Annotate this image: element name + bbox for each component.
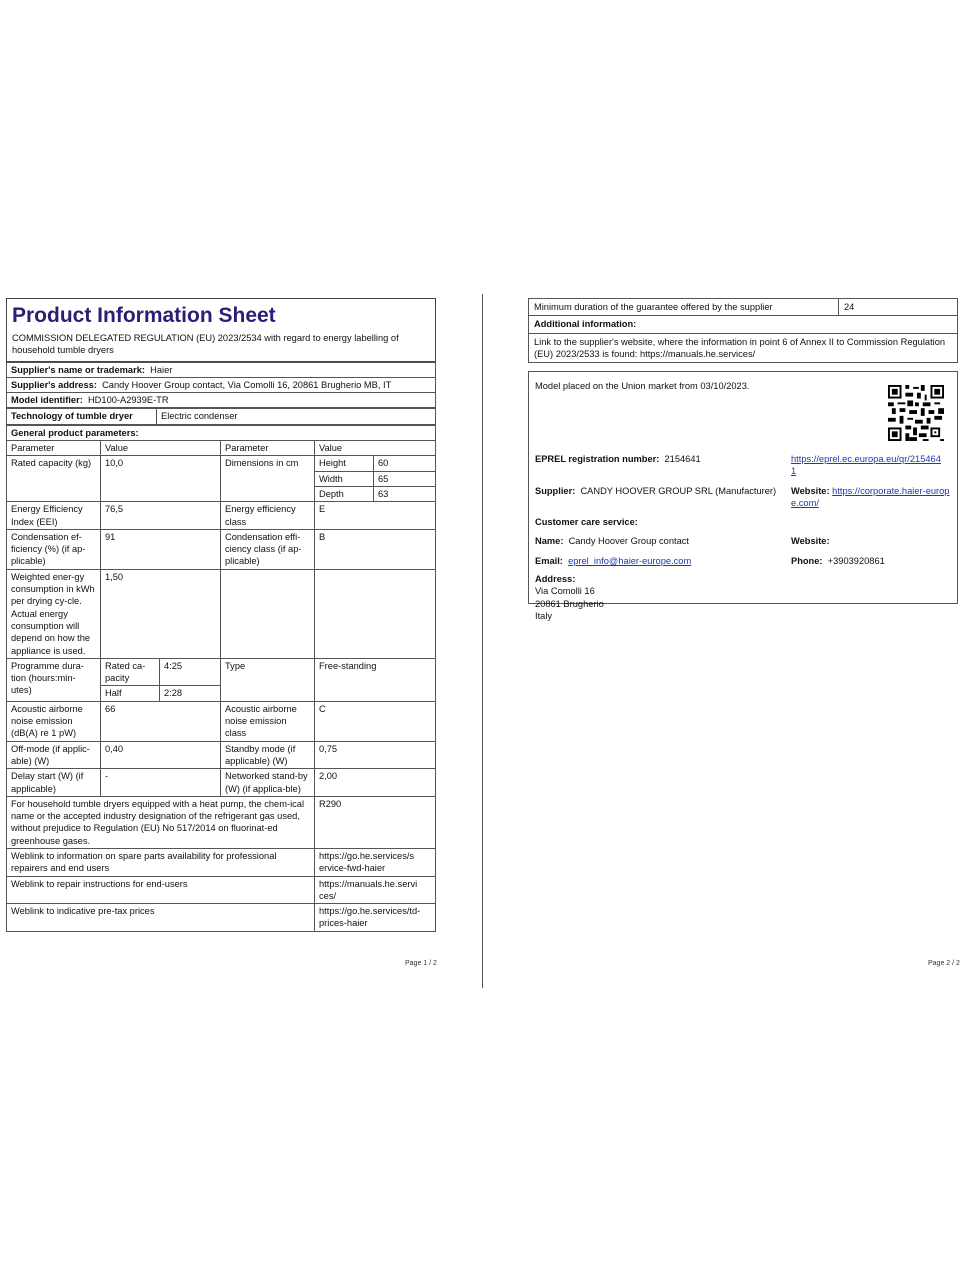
supplier-value: CANDY HOOVER GROUP SRL (Manufacturer) bbox=[580, 486, 777, 497]
noise-class-label: Acoustic airborne noise emission class bbox=[221, 701, 315, 741]
phone-label: Phone: bbox=[791, 556, 823, 567]
programme-rated-label: Rated ca-pacity bbox=[101, 658, 160, 686]
standby-label: Standby mode (if applicable) (W) bbox=[221, 741, 315, 769]
energy-consumption-empty-1 bbox=[221, 569, 315, 658]
programme-half-label: Half bbox=[101, 686, 160, 701]
condensation-label: Condensation ef-ficiency (%) (if ap-plicable) bbox=[7, 529, 101, 569]
supplier-label: Supplier: bbox=[535, 486, 576, 497]
eei-class-value: E bbox=[315, 502, 436, 530]
care-name-label: Name: bbox=[535, 536, 564, 547]
website-row bbox=[791, 485, 956, 510]
refrigerant-label: For household tumble dryers equipped with a heat pump, the chem-ical name or the accepted industry designation of the refrigerant gas used, without prejudice to Regulation (EU) No 517/2014 on fluorinat-ed greenhouse gases. bbox=[7, 796, 315, 848]
programme-rated-value: 4:25 bbox=[160, 658, 221, 686]
col-param-2: Parameter bbox=[221, 441, 315, 456]
model-label: Model identifier: bbox=[11, 395, 83, 406]
supplier-address-value: Candy Hoover Group contact, Via Comolli 16, 20861 Brugherio MB, IT bbox=[102, 379, 392, 390]
phone-value: +3903920861 bbox=[827, 556, 885, 567]
networked-label: Networked stand-by (W) (if applica-ble) bbox=[221, 769, 315, 797]
spare-parts-label: Weblink to information on spare parts availability for professional repairers and end users bbox=[7, 848, 315, 876]
address-block bbox=[535, 573, 604, 622]
condensation-class-label: Condensation effi-ciency class (if ap-plicable) bbox=[221, 529, 315, 569]
eprel-link[interactable]: https://eprel.ec.europa.eu/qr/2154641 bbox=[791, 454, 941, 477]
rated-capacity-value: 10,0 bbox=[101, 456, 221, 502]
height-label: Height bbox=[315, 456, 374, 471]
energy-consumption-label: Weighted ener-gy consumption in kWh per drying cy-cle. Actual energy consumption will depend on how the appliance is used. bbox=[7, 569, 101, 658]
guarantee-value: 24 bbox=[839, 299, 958, 316]
col-value-2: Value bbox=[315, 441, 436, 456]
prices-label: Weblink to indicative pre-tax prices bbox=[7, 904, 315, 932]
width-value: 65 bbox=[374, 471, 436, 486]
general-table bbox=[6, 425, 436, 932]
refrigerant-value: R290 bbox=[315, 796, 436, 848]
condensation-class-value: B bbox=[315, 529, 436, 569]
depth-label: Depth bbox=[315, 486, 374, 501]
email-link[interactable]: eprel_info@haier-europe.com bbox=[568, 556, 692, 567]
col-value-1: Value bbox=[101, 441, 221, 456]
address-label: Address: bbox=[535, 574, 576, 585]
eprel-label: EPREL registration number: bbox=[535, 454, 660, 465]
supplier-name-value: Haier bbox=[150, 364, 173, 375]
programme-label: Programme dura-tion (hours:min-utes) bbox=[7, 658, 101, 701]
eei-class-label: Energy efficiency class bbox=[221, 502, 315, 530]
technology-value: Electric condenser bbox=[157, 409, 436, 424]
standby-value: 0,75 bbox=[315, 741, 436, 769]
care-label: Customer care service: bbox=[535, 517, 638, 528]
additional-label: Additional information: bbox=[529, 316, 958, 333]
address-line-1: Via Comolli 16 bbox=[535, 586, 595, 597]
delay-value: - bbox=[101, 769, 221, 797]
eei-label: Energy Efficiency Index (EEI) bbox=[7, 502, 101, 530]
supplier-row bbox=[535, 485, 776, 497]
dimensions-label: Dimensions in cm bbox=[221, 456, 315, 502]
condensation-value: 91 bbox=[101, 529, 221, 569]
depth-value: 63 bbox=[374, 486, 436, 501]
spare-parts-link[interactable]: https://go.he.services/s ervice-fwd-haier bbox=[315, 848, 436, 876]
prices-link[interactable]: https://go.he.services/td-prices-haier bbox=[315, 904, 436, 932]
supplier-table bbox=[6, 362, 436, 409]
supplier-name-row bbox=[7, 362, 436, 377]
care-website-label: Website: bbox=[791, 536, 830, 547]
delay-label: Delay start (W) (if applicable) bbox=[7, 769, 101, 797]
page-2-footer: Page 2 / 2 bbox=[928, 960, 960, 967]
repair-link[interactable]: https://manuals.he.servi ces/ bbox=[315, 876, 436, 904]
energy-consumption-empty-2 bbox=[315, 569, 436, 658]
col-param-1: Parameter bbox=[7, 441, 101, 456]
supplier-address-row bbox=[7, 377, 436, 392]
page-divider bbox=[482, 294, 483, 988]
programme-half-value: 2:28 bbox=[160, 686, 221, 701]
title-box bbox=[6, 298, 436, 362]
supplier-link-text: Link to the supplier's website, where the information in point 6 of Annex II to Commission Regulation (EU) 2023/2533 is found: https://manuals.he.services/ bbox=[529, 333, 958, 363]
noise-value: 66 bbox=[101, 701, 221, 741]
phone-row bbox=[791, 555, 885, 567]
eprel-box bbox=[528, 371, 958, 622]
height-value: 60 bbox=[374, 456, 436, 471]
width-label: Width bbox=[315, 471, 374, 486]
care-name-value: Candy Hoover Group contact bbox=[568, 536, 689, 547]
email-row bbox=[535, 555, 691, 567]
networked-value: 2,00 bbox=[315, 769, 436, 797]
model-value: HD100-A2939E-TR bbox=[87, 395, 169, 406]
eprel-row bbox=[535, 453, 701, 465]
page-2 bbox=[528, 298, 958, 622]
eprel-value: 2154641 bbox=[664, 454, 701, 465]
energy-consumption-value: 1,50 bbox=[101, 569, 221, 658]
regulation-text: COMMISSION DELEGATED REGULATION (EU) 2023/2534 with regard to energy labelling of household tumble dryers bbox=[12, 333, 399, 356]
rated-capacity-label: Rated capacity (kg) bbox=[7, 456, 101, 502]
website-label: Website: bbox=[791, 486, 830, 497]
sheet-title: Product Information Sheet bbox=[12, 304, 276, 327]
noise-class-value: C bbox=[315, 701, 436, 741]
qr-code-icon[interactable] bbox=[888, 385, 944, 441]
technology-table bbox=[6, 408, 436, 424]
type-value: Free-standing bbox=[315, 658, 436, 701]
type-label: Type bbox=[221, 658, 315, 701]
supplier-name-label: Supplier's name or trademark: bbox=[11, 364, 145, 375]
address-line-2: 20861 Brugherio bbox=[535, 598, 604, 609]
care-name-row bbox=[535, 535, 689, 547]
supplier-address-label: Supplier's address: bbox=[11, 379, 97, 390]
page-1 bbox=[6, 298, 436, 932]
general-heading: General product parameters: bbox=[7, 425, 436, 440]
website-link[interactable]: https://corporate.haier-europe.com/ bbox=[791, 486, 950, 509]
noise-label: Acoustic airborne noise emission (dB(A) re 1 pW) bbox=[7, 701, 101, 741]
repair-label: Weblink to repair instructions for end-users bbox=[7, 876, 315, 904]
page-1-footer: Page 1 / 2 bbox=[405, 960, 437, 967]
offmode-value: 0,40 bbox=[101, 741, 221, 769]
model-row bbox=[7, 393, 436, 408]
guarantee-label: Minimum duration of the guarantee offered by the supplier bbox=[529, 299, 839, 316]
placed-text: Model placed on the Union market from 03/10/2023. bbox=[535, 381, 750, 392]
guarantee-table bbox=[528, 298, 958, 363]
technology-label: Technology of tumble dryer bbox=[7, 409, 157, 424]
email-label: Email: bbox=[535, 556, 563, 567]
address-line-3: Italy bbox=[535, 611, 553, 622]
offmode-label: Off-mode (if applic-able) (W) bbox=[7, 741, 101, 769]
eei-value: 76,5 bbox=[101, 502, 221, 530]
